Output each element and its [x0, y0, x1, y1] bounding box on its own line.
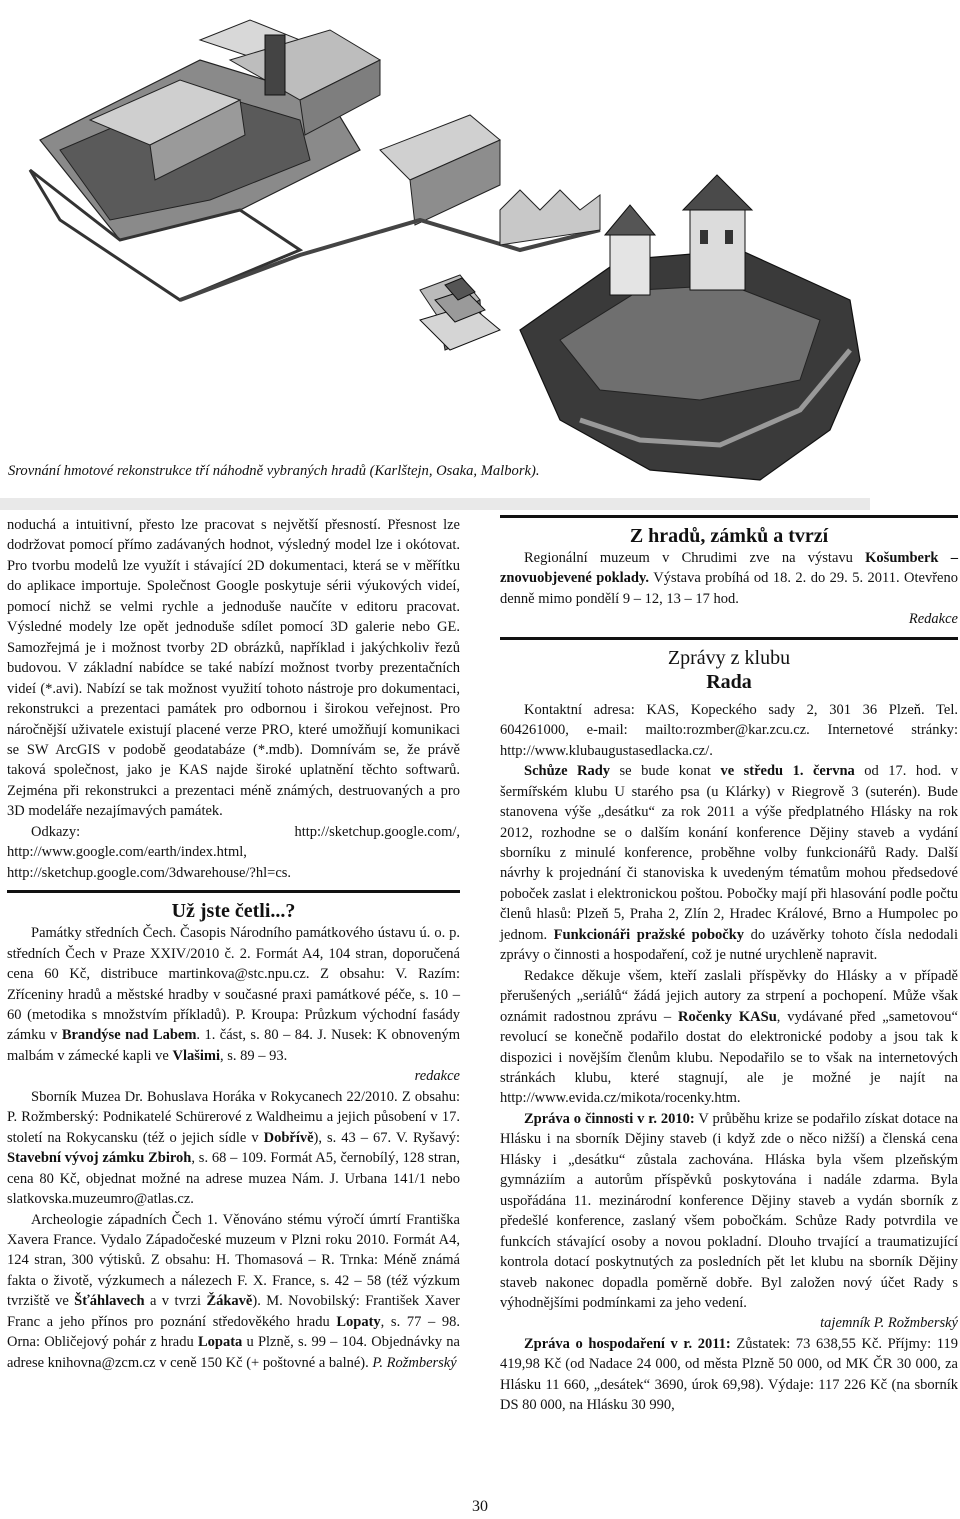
figure-bottom-strip: [0, 498, 870, 510]
report-signature: tajemník P. Rožmberský: [820, 1315, 958, 1332]
review-pamatky: Památky středních Čech. Časopis Národního památkového ústavu ú. o. p. středních Čech v Praze XXIV/2010 č. 2. Formát A4, 104 stran, doporučená cena 60 Kč, distribuce martinkova@stc.npu.cz. Z obsahu: V. Razím: Zříceniny hradů a městské hradby v současné praxi památkové péče, s. 10 – 60 (metodika s množstvím příkladů). P. Kroupa: Průzkum východní fasády zámku v Brandýse nad Labem. 1. část, s. 80 – 84. J. Nusek: K obnoveným malbám v zámecké kapli ve Vlašimi, s. 89 – 93.: [7, 925, 460, 1064]
section-subheading-council: Rada: [706, 670, 752, 693]
castle-model-malbork: [30, 20, 600, 350]
council-meeting: Schůze Rady se bude konat ve středu 1. června od 17. hod. v šermířském klubu U starého psa (u Klárky) v Riegrově 3 (suterén). Bude stanovena výše „desátku“ za rok 2011 a výše předplatného Hlásky na rok 2012, rozhodne se o dalším konání konference Dějiny staveb a vydání sborníku z minulé konference, proběhne volby funkcionářů Rady. Další návrhy k projednání či stanoviska k uvedeným tématům mohou předsedové poboček zaslat i elektronickou poštou. Pobočky mají při hlasování podle počtu členů hlasů: Plzeň 5, Praha 2, Zlín 2, Hradec Králové, Brno a Humpolec po jednom. Funkcionáři pražské pobočky do uzávěrky tohoto čísla nedodali zprávy o činnosti a hospodaření, což je nutné urychleně napravit.: [500, 763, 958, 964]
exhibition-notice: Regionální muzeum v Chrudimi zve na výstavu Košumberk – znovuobjevené poklady. Výstava probíhá od 18. 2. do 29. 5. 2011. Otevřeno denně mimo pondělí 9 – 12, 13 – 17 hod.: [500, 550, 958, 607]
right-column: [500, 515, 958, 1416]
page-number: 30: [472, 1498, 488, 1515]
review-sbornik: Sborník Muzea Dr. Bohuslava Horáka v Rokycanech 22/2010. Z obsahu: P. Rožmberský: Podnikatelé Schürerové z Waldheimu a jejich působení v 17. století na Rokycansku (též o jejich sídle v Dobřívě), s. 43 – 67. V. Ryšavý: Stavební vývoj zámku Zbiroh, s. 68 – 109. Formát A5, černobílý, 128 stran, cena 80 Kč, objednat možné na adrese muzea Nám. J. Urbana 141/1 nebo slatkovska.muzeumro@atlas.cz.: [7, 1088, 461, 1208]
section-divider: [7, 890, 460, 893]
figure-castle-models: [0, 0, 870, 505]
left-column: [7, 515, 460, 1373]
article-links: Odkazy: http://sketchup.google.com/, http://www.google.com/earth/index.html, http://sketchup.google.com/3dwarehouse/?hl=cs.: [7, 823, 460, 881]
editorial-thanks: Redakce děkuje všem, kteří zaslali příspěvky do Hlásky a v případě přerušených „seriálů“ žádá jejich autory za strpení a pochopení. Může však oznámit radostnou zprávu – Ročenky KASu, vydávané před „sametovou“ revolucí se konečně podařilo dostat do elektronické podoby a jsou tak k dispozici i novějším členům klubu. Nepodařilo se to však na internetových stránkách klubu, které stagnují, ale je možné je najít na http://www.evida.cz/mikota/rocenky.htm.: [500, 967, 958, 1107]
review-archeologie: Archeologie západních Čech 1. Věnováno stému výročí úmrtí Františka Xavera France. Vydalo Západočeské muzeum v Plzni roku 2010. Formát A4, 124 stran, 300 výtisků. Z obsahu: H. Thomasová – R. Trnka: Méně známá fakta o životě, výzkumech a nálezech F. X. France, s. 42 – 58 (též výzkum tvrziště ve Šťáhlavech a v tvrzi Žákavě). M. Novobilský: František Xaver Franc a jeho přínos pro poznání středověkého hradu Lopaty, s. 77 – 98. Orna: Obličejový pohár z hradu Lopata u Plzně, s. 99 – 104. Objednávky na adrese knihovna@zcm.cz v ceně 150 Kč (+ poštovné a balné). P. Rožmberský: [7, 1211, 461, 1371]
section-heading-castles: Z hradů, zámků a tvrzí: [629, 525, 829, 547]
review-signature-author: P. Rožmberský: [372, 1354, 457, 1371]
finance-report: Zpráva o hospodaření v r. 2011: Zůstatek: 73 638,55 Kč. Příjmy: 119 419,98 Kč (od Nadace 24 000, od města Plzně 50 000, od MK ČR 30 000, za Hlásku 11 660, „desátek“ 3690, úrok 69,98). Výdaje: 117 226 Kč (na sborník DS 80 000, na Hlásku 30 990,: [500, 1335, 958, 1414]
notice-signature: Redakce: [908, 611, 958, 628]
section-divider-top: [500, 515, 958, 518]
section-divider-club: [500, 637, 958, 640]
section-heading-club: Zprávy z klubu: [667, 646, 791, 669]
review-signature: redakce: [414, 1068, 460, 1085]
figure-caption: Srovnání hmotové rekonstrukce tří náhodně vybraných hradů (Karlštejn, Osaka, Malbork).: [8, 463, 540, 479]
section-heading-read: Už jste četli...?: [171, 900, 296, 923]
activity-report: Zpráva o činnosti v r. 2010: V průběhu krize se podařilo získat dotace na Hlásku i na sborník Dějiny staveb (i když zde o něco nižší) a členská cena Hlásky i „desátku“ zůstala zachována. Hláska byla všem plzeňským gymnáziím a autorům příspěvků poskytována i nadále zdarma. Byla uspořádána 11. mezinárodní konference Dějiny staveb a vydán sborník z předešlé konference, zaslaný všem pobočkám. Schůze Rady potvrdila ve funkcích stávající osoby a novou pokladní. Dlouho trvající a traumatizující kontrola dotací poskytnutých za posledních pět let klubu na sborník Dějiny staveb nakonec dopadla poměrně dobře. Byl založen nový účet Rady s výhodnějšími podmínkami za jeho vedení.: [500, 1110, 959, 1311]
contact-info: Kontaktní adresa: KAS, Kopeckého sady 2, 301 36 Plzeň. Tel. 604261000, e-mail: mailto:rozmber@kar.zcu.cz. Internetové stránky: http://www.klubaugustasedlacka.cz/.: [500, 701, 958, 759]
castle-models-illustration: [0, 0, 870, 505]
article-text: noduchá a intuitivní, přesto lze pracovat s největší přesností. Přesnost lze dodržovat pomocí přímo zadávaných hodnot, výsledný model lze i okótovat. Pro tvorbu modelů lze využít i stávající 2D dokumentaci, která se v měřítku do aplikace importuje. Společnost Google poskytuje sérii výukových videí, pomocí nichž se velmi rychle a jednoduše naučíte v editoru pracovat. Výsledné modely lze opět jednoduše sdílet pomocí 3D galerie nebo GE. Samozřejmá je i možnost tvorby 2D obrázků, například i jakýchkoliv řezů budovou. V základní nabídce se také nabízí možnost tvorby prezentačních videí (*.avi). Nabízí se tak možnost využití tohoto nástroje pro dokumentaci, rekonstrukci a prezentaci památek pro odbornou i širokou veřejnost. Pro náročnější uživatele existují placené verze PRO, které umožňují komunikaci se SW ArcGIS v podobě geodatabáze (*.mdb). Domnívám se, že právě taková společnost, jako je KAS najde široké uplatnění těchto softwarů. Zejména při rekonstrukci a prezentaci méně známých, destruovaných a pro 3D modeláře nezajímavých památek.: [7, 517, 460, 820]
